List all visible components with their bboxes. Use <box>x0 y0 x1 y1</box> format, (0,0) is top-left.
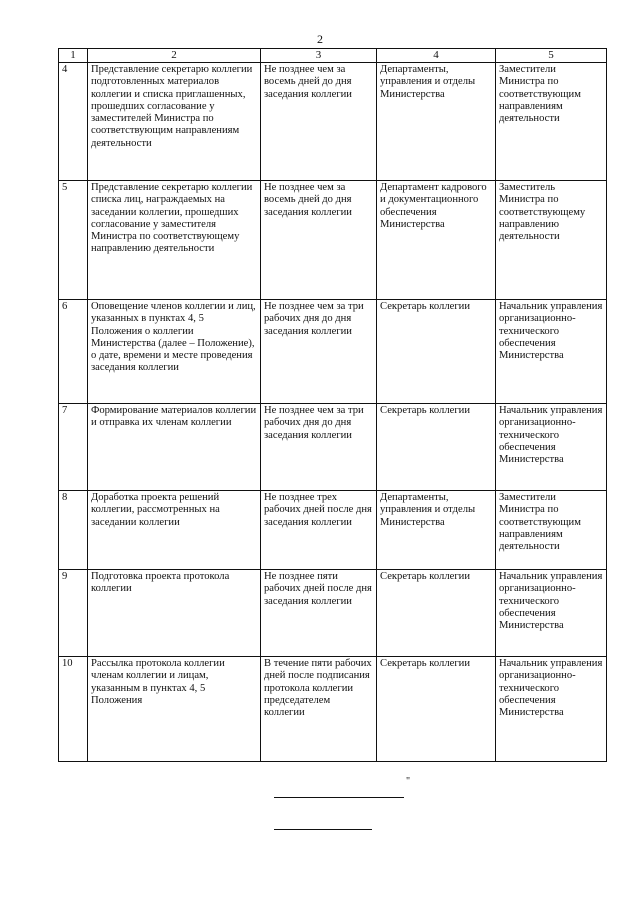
table-row <box>59 404 607 491</box>
row-number: 5 <box>59 181 88 300</box>
closing-quote: " <box>406 776 411 787</box>
deadline-cell: Не позднее пяти рабочих дней после дня заседания коллегии <box>261 570 377 657</box>
row-number: 8 <box>59 491 88 570</box>
responsible-cell: Начальник управления организационно-технического обеспечения Министерства <box>496 570 607 657</box>
row-number: 10 <box>59 657 88 762</box>
action-cell: Представление секретарю коллегии подготовленных материалов коллегии и списка приглашенных, прошедших согласование у заместителей Министра по соответствующим направлениям деятельности <box>88 63 261 181</box>
deadline-cell: Не позднее чем за восемь дней до дня заседания коллегии <box>261 63 377 181</box>
signature-line-bottom <box>274 829 372 830</box>
signature-line-top <box>274 797 404 798</box>
table-row <box>59 491 607 570</box>
responsible-cell: Начальник управления организационно-технического обеспечения Министерства <box>496 300 607 404</box>
action-cell: Формирование материалов коллегии и отправка их членам коллегии <box>88 404 261 491</box>
column-header: 2 <box>88 49 261 63</box>
action-cell: Представление секретарю коллегии списка лиц, награждаемых на заседании коллегии, прошедших согласование у заместителя Министра по соответствующему направлению деятельности <box>88 181 261 300</box>
executor-cell: Секретарь коллегии <box>377 570 496 657</box>
action-cell: Оповещение членов коллегии и лиц, указанных в пунктах 4, 5 Положения о коллегии Министерства (далее – Положение), о дате, времени и месте проведения заседания коллегии <box>88 300 261 404</box>
executor-cell: Департаменты, управления и отделы Министерства <box>377 491 496 570</box>
executor-cell: Департаменты, управления и отделы Министерства <box>377 63 496 181</box>
executor-cell: Департамент кадрового и документационного обеспечения Министерства <box>377 181 496 300</box>
column-header: 4 <box>377 49 496 63</box>
responsible-cell: Заместитель Министра по соответствующему направлению деятельности <box>496 181 607 300</box>
executor-cell: Секретарь коллегии <box>377 657 496 762</box>
deadline-cell: Не позднее чем за восемь дней до дня заседания коллегии <box>261 181 377 300</box>
responsible-cell: Начальник управления организационно-технического обеспечения Министерства <box>496 657 607 762</box>
schedule-table <box>58 48 607 762</box>
executor-cell: Секретарь коллегии <box>377 404 496 491</box>
responsible-cell: Начальник управления организационно-технического обеспечения Министерства <box>496 404 607 491</box>
table-row <box>59 181 607 300</box>
column-header: 5 <box>496 49 607 63</box>
table-row <box>59 300 607 404</box>
table-row <box>59 63 607 181</box>
responsible-cell: Заместители Министра по соответствующим направлениям деятельности <box>496 63 607 181</box>
action-cell: Доработка проекта решений коллегии, рассмотренных на заседании коллегии <box>88 491 261 570</box>
row-number: 6 <box>59 300 88 404</box>
row-number: 9 <box>59 570 88 657</box>
table-row <box>59 570 607 657</box>
row-number: 4 <box>59 63 88 181</box>
responsible-cell: Заместители Министра по соответствующим направлениям деятельности <box>496 491 607 570</box>
action-cell: Подготовка проекта протокола коллегии <box>88 570 261 657</box>
deadline-cell: В течение пяти рабочих дней после подписания протокола коллегии председателем коллегии <box>261 657 377 762</box>
executor-cell: Секретарь коллегии <box>377 300 496 404</box>
table-row <box>59 657 607 762</box>
deadline-cell: Не позднее чем за три рабочих дня до дня заседания коллегии <box>261 300 377 404</box>
deadline-cell: Не позднее чем за три рабочих дня до дня заседания коллегии <box>261 404 377 491</box>
column-header: 1 <box>59 49 88 63</box>
table-header-row <box>59 49 607 63</box>
column-header: 3 <box>261 49 377 63</box>
deadline-cell: Не позднее трех рабочих дней после дня заседания коллегии <box>261 491 377 570</box>
row-number: 7 <box>59 404 88 491</box>
page-number: 2 <box>317 32 323 46</box>
action-cell: Рассылка протокола коллегии членам коллегии и лицам, указанным в пунктах 4, 5 Положения <box>88 657 261 762</box>
